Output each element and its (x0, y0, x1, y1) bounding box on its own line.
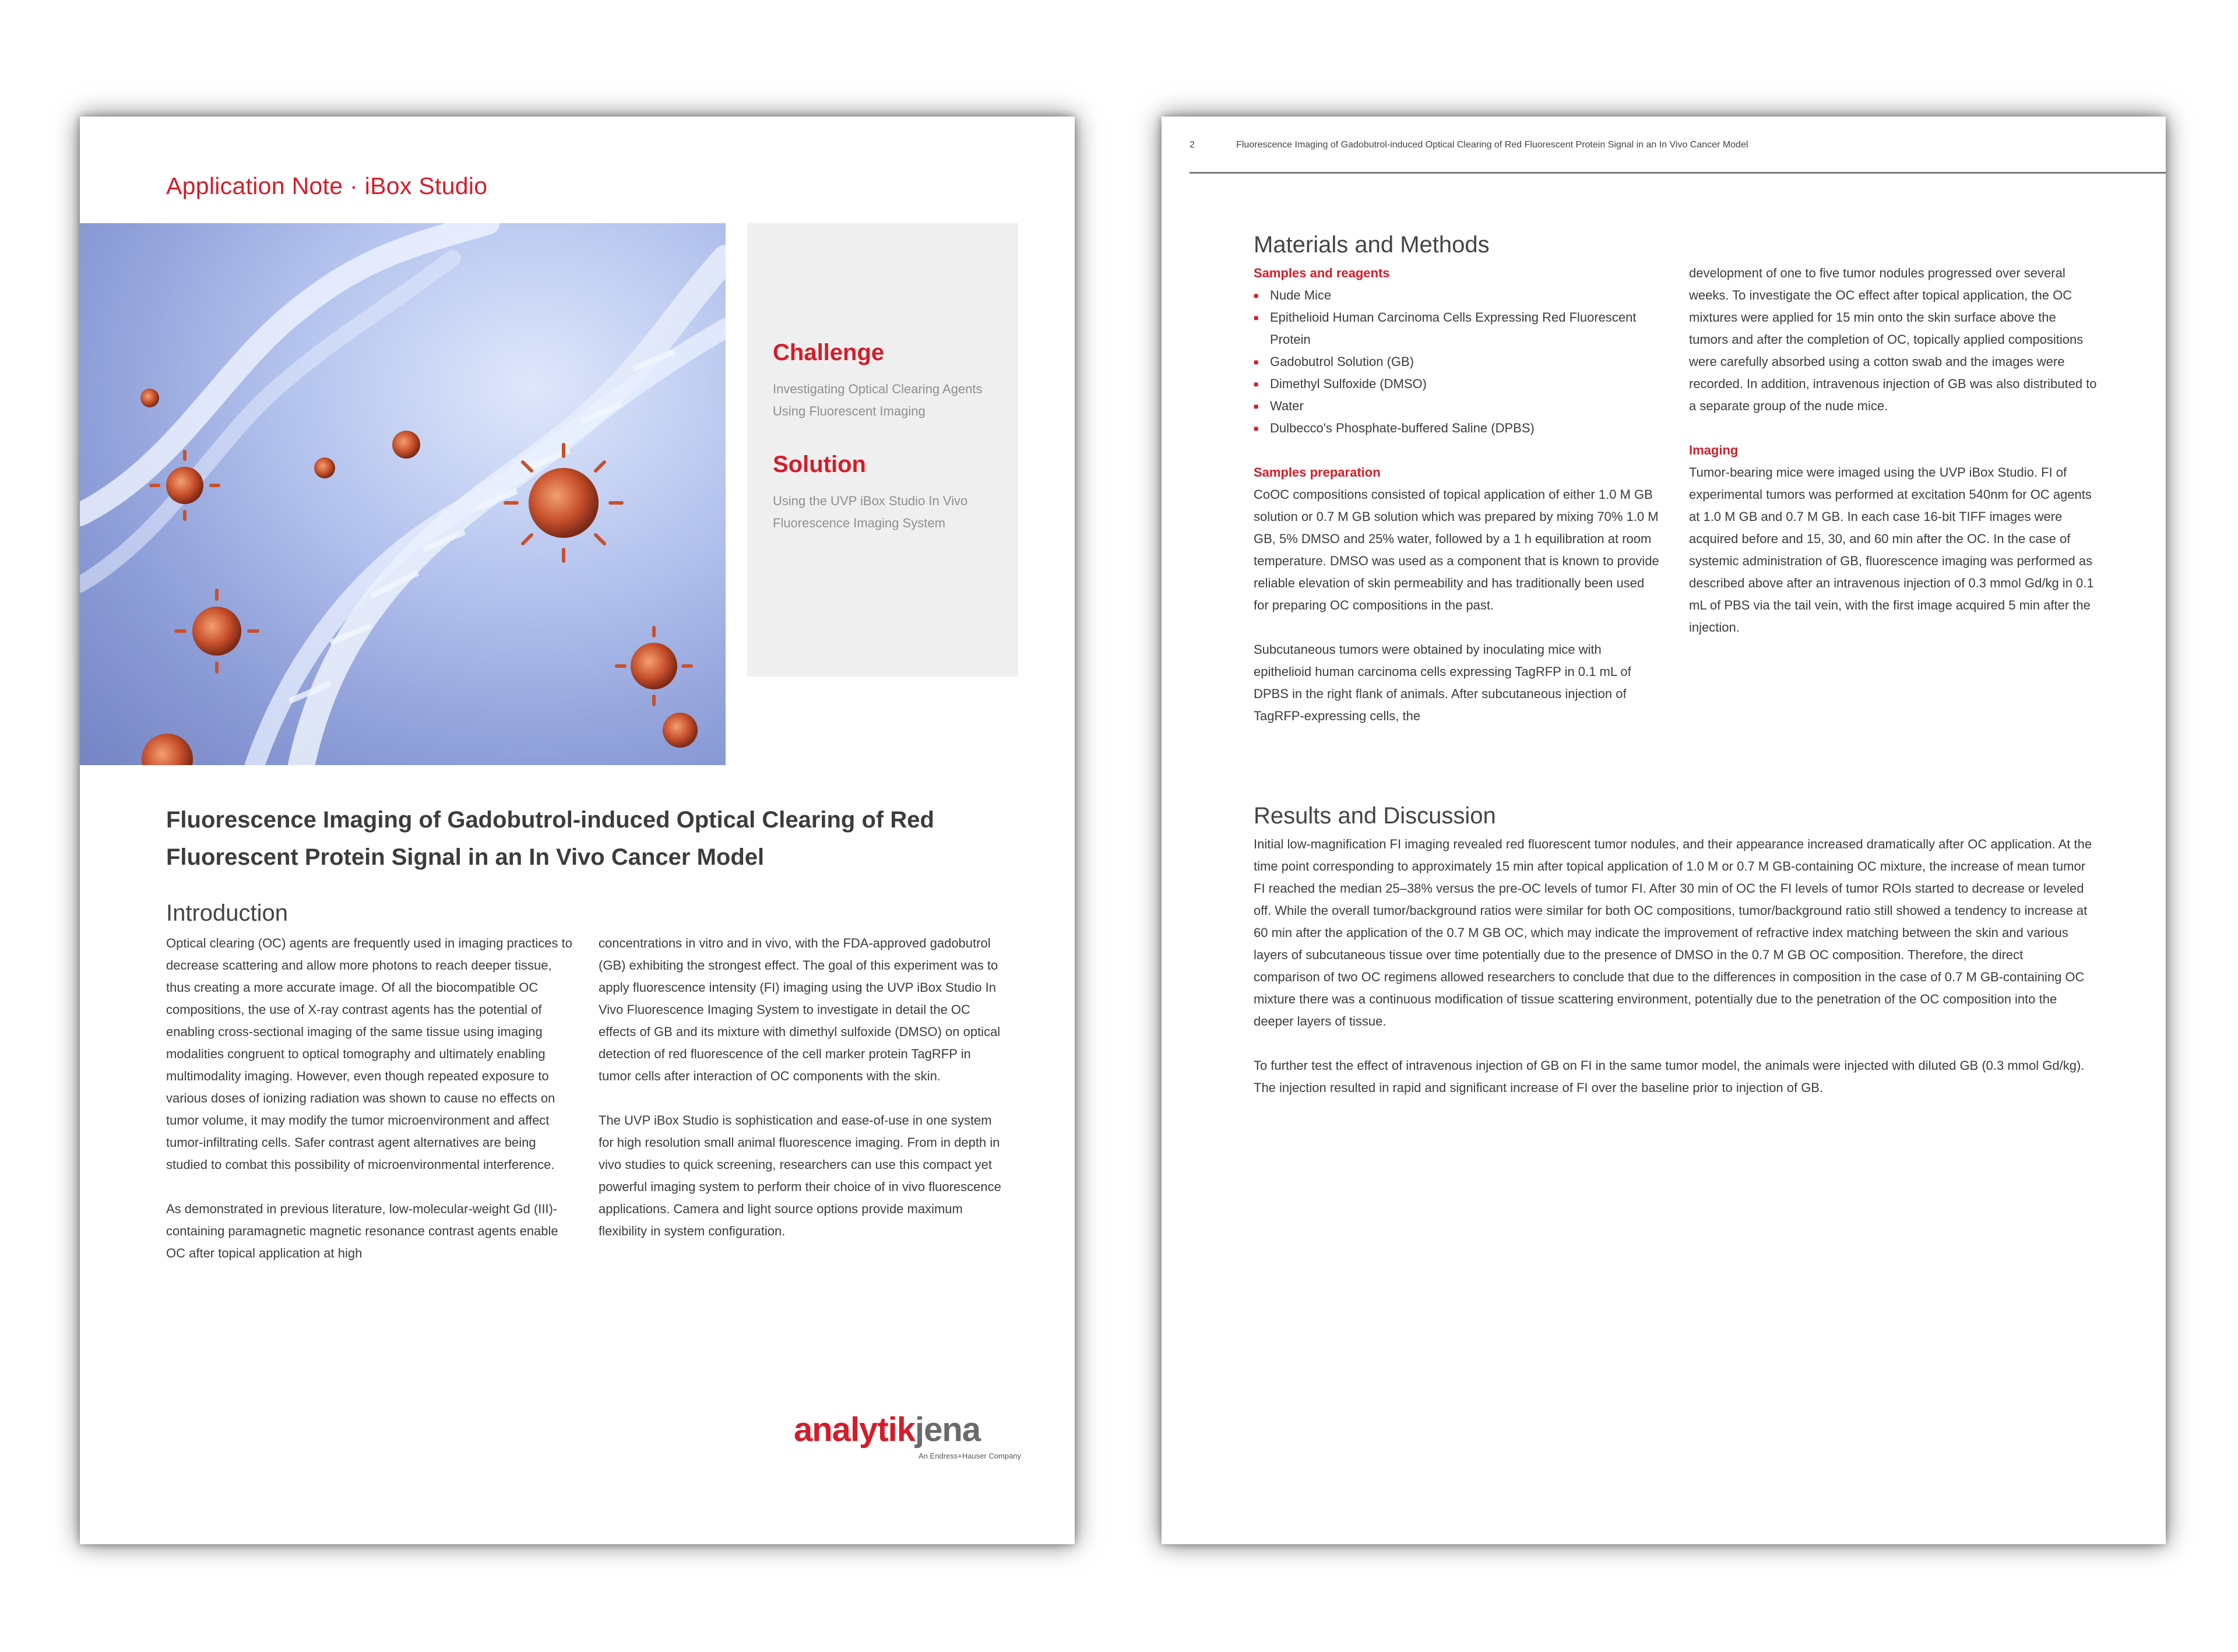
list-item: ■ Water (1254, 395, 1662, 417)
running-header (1190, 140, 1748, 150)
dna-virus-hero-image (80, 223, 726, 765)
intro-column-2 (599, 932, 1007, 1242)
challenge-solution-panel (747, 223, 1018, 677)
logo-analytik: analytik (794, 1411, 915, 1449)
intro-paragraph: As demonstrated in previous literature, low-molecular-weight Gd (III)-containing paramagnetic magnetic resonance contrast agents enable OC after topical application at high (166, 1202, 558, 1260)
document-page-2 (1162, 117, 2166, 1544)
title-line-2: Fluorescent Protein Signal in an In Vivo Cancer Model (166, 844, 765, 870)
imaging-heading: Imaging (1689, 443, 1739, 457)
challenge-text: Investigating Optical Clearing Agents Using Fluorescent Imaging (773, 382, 983, 418)
document-title (166, 801, 982, 876)
introduction-heading: Introduction (166, 900, 288, 926)
title-line-1: Fluorescence Imaging of Gadobutrol-induced Optical Clearing of Red (166, 807, 934, 833)
results-paragraph: Initial low-magnification FI imaging revealed red fluorescent tumor nodules, and their appearance increased dramatically after OC application. At the time point corresponding to approximately 15 min after topical application of 1.0 M or 0.7 M GB-containing OC mixture, the increase of mean tumor FI reached the median 25–38% versus the pre-OC levels of tumor FI. After 30 min of OC the FI levels of tumor ROIs started to decrease or leveled off. While the overall tumor/background ratios were similar for both OC compositions, tumor/background ratio still showed a tendency to increase at 60 min after the application of the 0.7 M GB OC, which may indicate the improvement of refractive index matching between the skin and various layers of subcutaneous tissue over time potentially due to the presence of DMSO in the 0.7 M GB OC composition. Therefore, the direct comparison of two OC regimens allowed researchers to conclude that due to the differences in composition in the case of 0.7 M GB-containing OC mixture there was a continuous modification of tissue scattering environment, potentially due to the penetration of the OC composition into the deeper layers of tissue. (1254, 837, 2092, 1028)
results-discussion-heading: Results and Discussion (1254, 803, 1496, 829)
samples-preparation-heading: Samples preparation (1254, 465, 1381, 480)
logo-tagline: An Endress+Hauser Company (919, 1452, 1021, 1460)
list-item: ■ Nude Mice (1254, 284, 1662, 307)
list-item: ■ Dimethyl Sulfoxide (DMSO) (1254, 373, 1662, 395)
samples-reagents-heading: Samples and reagents (1254, 266, 1390, 280)
analytik-jena-logo (794, 1411, 1021, 1460)
intro-paragraph: The UVP iBox Studio is sophistication and ease-of-use in one system for high resolution small animal fluorescence imaging. From in depth in vivo studies to quick screening, researchers can use this compact yet powerful imaging system to perform their choice of in vivo fluorescence applications. Camera and light source options provide maximum flexibility in system configuration. (599, 1113, 1001, 1238)
solution-text: Using the UVP iBox Studio In Vivo Fluorescence Imaging System (773, 494, 968, 530)
mm-column-2 (1689, 262, 2097, 639)
document-page-1 (80, 117, 1075, 1544)
list-item: ■ Gadobutrol Solution (GB) (1254, 351, 1662, 373)
challenge-heading: Challenge (773, 340, 885, 365)
results-column (1254, 833, 2093, 1099)
list-item: ■ Epithelioid Human Carcinoma Cells Expressing Red Fluorescent Protein (1254, 307, 1662, 351)
hero-illustration (80, 223, 726, 765)
samples-prep-paragraph: CoOC compositions consisted of topical application of either 1.0 M GB solution or 0.7 M GB solution which was prepared by mixing 70% 1.0 M GB, 5% DMSO and 25% water, followed by a 1 h equilibration at room temperature. DMSO was used as a component that is known to provide reliable elevation of skin permeability and has traditionally been used for preparing OC compositions in the past. (1254, 487, 1659, 612)
intro-paragraph: concentrations in vitro and in vivo, with the FDA-approved gadobutrol (GB) exhibiting the strongest effect. The goal of this experiment was to apply fluorescence intensity (FI) imaging using the UVP iBox Studio In Vivo Fluorescence Imaging System to investigate in detail the OC effects of GB and its mixture with dimethyl sulfoxide (DMSO) on optical detection of red fluorescence of the cell marker protein TagRFP in tumor cells after interaction of OC components with the skin. (599, 936, 1001, 1083)
materials-methods-heading: Materials and Methods (1254, 232, 1490, 258)
list-item: ■ Dulbecco's Phosphate-buffered Saline (DPBS) (1254, 417, 1662, 439)
header-divider (1190, 172, 2166, 174)
mm-paragraph: development of one to five tumor nodules progressed over several weeks. To investigate the OC effect after topical application, the OC mixtures were applied for 15 min onto the skin surface above the tumors and after the completion of OC, topically applied compositions were carefully absorbed using a cotton swab and the images were recorded. In addition, intravenous injection of GB was also distributed to a separate group of the nude mice. (1689, 266, 2097, 413)
running-header-title: Fluorescence Imaging of Gadobutrol-induced Optical Clearing of Red Fluorescent Protein Signal in an In Vivo Cancer Model (1236, 140, 1748, 150)
page-number: 2 (1190, 140, 1195, 150)
application-note-label: Application Note · iBox Studio (166, 172, 488, 199)
logo-jena: jena (915, 1411, 981, 1449)
results-paragraph: To further test the effect of intravenous injection of GB on FI in the same tumor model, the animals were injected with diluted GB (0.3 mmol Gd/kg). The injection resulted in rapid and significant increase of FI over the baseline prior to injection of GB. (1254, 1058, 2085, 1095)
solution-heading: Solution (773, 452, 866, 477)
intro-paragraph: Optical clearing (OC) agents are frequently used in imaging practices to decrease scattering and allow more photons to reach deeper tissue, thus creating a more accurate image. Of all the biocompatible OC compositions, the use of X-ray contrast agents has the potential of enabling cross-sectional imaging of the same tissue using imaging modalities congruent to optical tomography and ultimately enabling multimodality imaging. However, even though repeated exposure to various doses of ionizing radiation was shown to cause no effects on tumor volume, it may modify the tumor microenvironment and affect tumor-infiltrating cells. Safer contrast agent alternatives are being studied to combat this possibility of microenvironmental interference. (166, 936, 573, 1172)
samples-prep-paragraph: Subcutaneous tumors were obtained by inoculating mice with epithelioid human carcinoma cells expressing TagRFP in 0.1 mL of DPBS in the right flank of animals. After subcutaneous injection of TagRFP-expressing cells, the (1254, 642, 1631, 723)
intro-column-1 (166, 932, 574, 1264)
reagent-list (1254, 284, 1662, 439)
imaging-paragraph: Tumor-bearing mice were imaged using the UVP iBox Studio. FI of experimental tumors was performed at excitation 540nm for OC agents at 1.0 M GB and 0.7 M GB. In each case 16-bit TIFF images were acquired before and 15, 30, and 60 min after the OC. In the case of systemic administration of GB, fluorescence imaging was performed as described above after an intravenous injection of 0.3 mmol Gd/kg in 0.1 mL of PBS via the tail vein, with the first image acquired 5 min after the injection. (1689, 465, 2094, 635)
mm-column-1 (1254, 262, 1662, 727)
